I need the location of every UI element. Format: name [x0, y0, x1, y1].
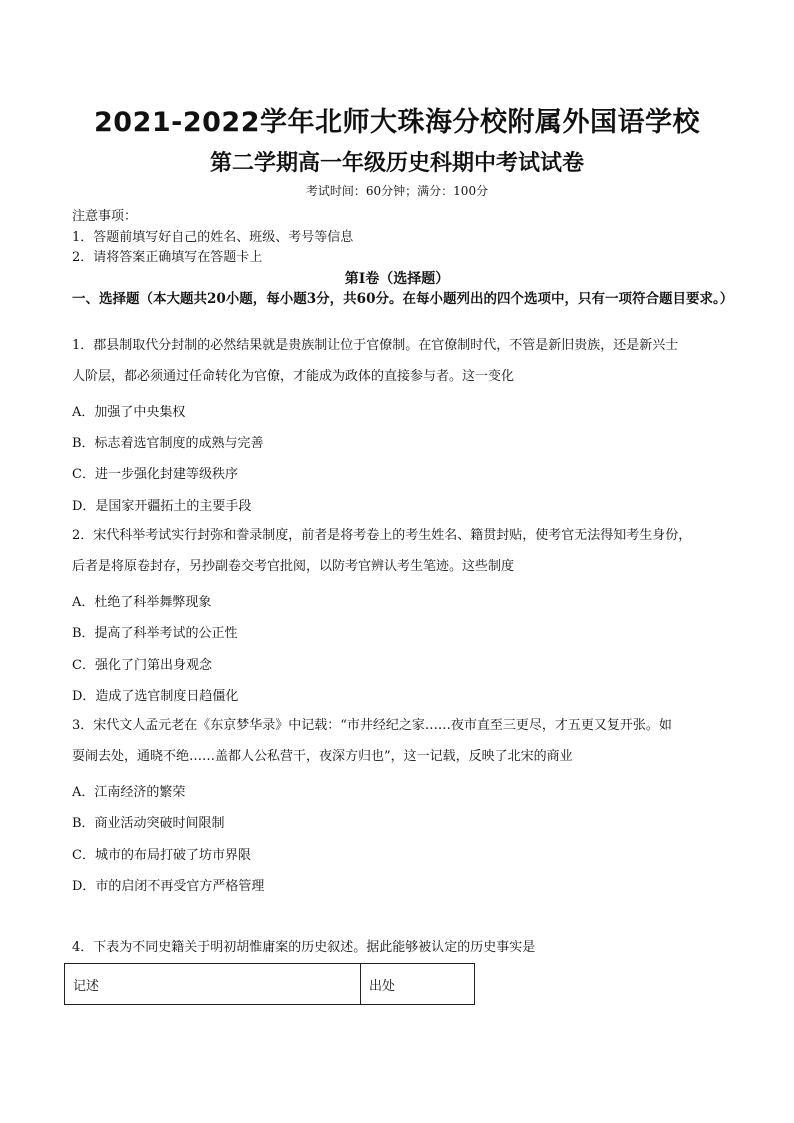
option-b: B．提高了科举考试的公正性: [72, 626, 238, 641]
table-header-cell: 记述: [65, 964, 361, 1005]
exam-meta: 考试时间：60分钟；满分：100分: [305, 184, 489, 198]
option-d: D．是国家开疆拓土的主要手段: [72, 499, 252, 514]
section-instruction: 一、选择题（本大题共20小题，每小题3分，共60分。在每小题列出的四个选项中，只有一项符合题目要求。）: [72, 291, 734, 307]
option-b: B．标志着选官制度的成熟与完善: [72, 436, 264, 451]
question-stem: [72, 330, 732, 392]
option-c: C．城市的布局打破了坊市界限: [72, 848, 251, 863]
stem-line: 2．宋代科举考试实行封弥和誊录制度，前者是将考卷上的考生姓名、籍贯封贴，使考官无法得知考生身份，: [72, 528, 692, 543]
stem-line: 后者是将原卷封存，另抄副卷交考官批阅，以防考官辨认考生笔迹。这些制度: [72, 559, 515, 574]
table-header-row: [65, 964, 475, 1005]
option-b: B．商业活动突破时间限制: [72, 816, 225, 831]
exam-subtitle: 第二学期高一年级历史科期中考试试卷: [209, 151, 584, 176]
exam-title: 2021-2022学年北师大珠海分校附属外国语学校: [94, 107, 700, 138]
stem-line: 1．郡县制取代分封制的必然结果就是贵族制让位于官僚制。在官僚制时代，不管是新旧贵族，还是新兴士: [72, 338, 679, 353]
question-stem: [72, 520, 732, 582]
stem-line: 耍闹去处，通晓不绝……盖都人公私营干，夜深方归也”，这一记载，反映了北宋的商业: [72, 749, 573, 764]
question-stem: [72, 710, 732, 772]
note-item: 1．答题前填写好自己的姓名、班级、考号等信息: [72, 230, 354, 245]
option-c: C．进一步强化封建等级秩序: [72, 467, 238, 482]
notes-label: 注意事项：: [72, 209, 138, 224]
stem-line: 人阶层，都必须通过任命转化为官僚，才能成为政体的直接参与者。这一变化: [72, 369, 515, 384]
section-title: 第Ⅰ卷（选择题）: [344, 271, 450, 287]
option-d: D．市的启闭不再受官方严格管理: [72, 879, 265, 894]
option-d: D．造成了选官制度日趋僵化: [72, 689, 239, 704]
option-a: A．杜绝了科举舞弊现象: [72, 595, 212, 610]
option-a: A．加强了中央集权: [72, 405, 186, 420]
table-header-cell: 出处: [361, 964, 475, 1005]
option-a: A．江南经济的繁荣: [72, 785, 186, 800]
stem-line: 4．下表为不同史籍关于明初胡惟庸案的历史叙述。据此能够被认定的历史事实是: [72, 940, 536, 955]
question-stem: [72, 932, 732, 963]
note-item: 2．请将答案正确填写在答题卡上: [72, 250, 263, 265]
option-c: C．强化了门第出身观念: [72, 658, 212, 673]
stem-line: 3．宋代文人孟元老在《东京梦华录》中记载：“市井经纪之家……夜市直至三更尽，才五更又复开张。如: [72, 718, 672, 733]
history-table: [64, 963, 475, 1005]
